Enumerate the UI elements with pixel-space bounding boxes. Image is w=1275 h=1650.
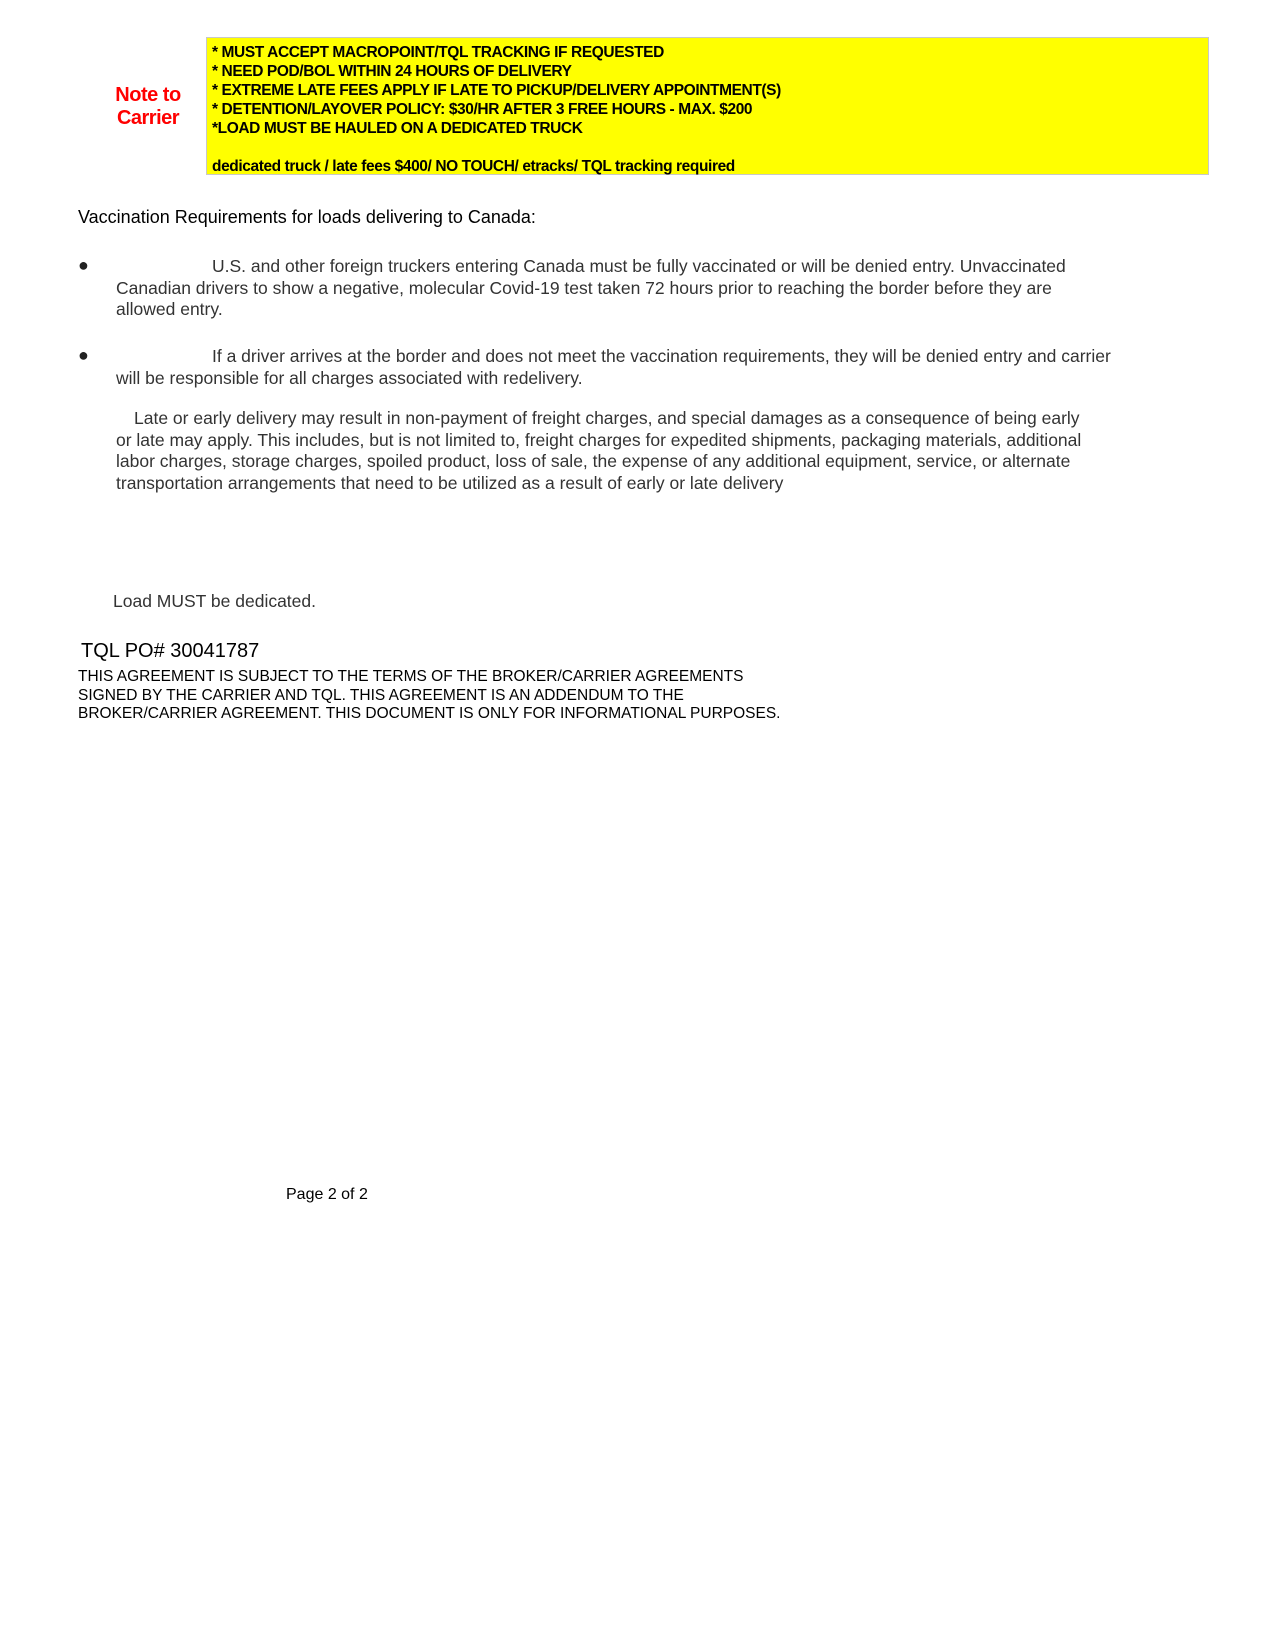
note-spacer (212, 138, 1208, 157)
note-label-line1: Note to (115, 84, 181, 106)
vaccination-bullet-2 (116, 346, 1116, 389)
note-label-line2: Carrier (116, 107, 180, 129)
page-number: Page 2 of 2 (286, 1186, 368, 1203)
note-line-pod: * NEED POD/BOL WITHIN 24 HOURS OF DELIVERY (212, 63, 572, 80)
bullet-2-first-line: If a driver arrives at the border and does not meet the vaccination requirements, they will be denied entry (212, 346, 1023, 366)
bullet-1-first-line: U.S. and other foreign truckers entering Canada must be fully vaccinated or will be denied entry. (212, 256, 955, 276)
carrier-note-box (206, 37, 1209, 175)
note-line-extra: dedicated truck / late fees $400/ NO TOUCH/ etracks/ TQL tracking required (212, 158, 735, 175)
late-delivery-paragraph: Late or early delivery may result in non-payment of freight charges, and special damages as a consequence of being early or late may apply. This includes, but is not limited to, freight charges for expedited shipments, packaging materials, additional labor charges, storage charges, spoiled product, loss of sale, the expense of any additional equipment, service, or alternate transportation arrangements that need to be utilized as a result of early or late delivery (116, 408, 1082, 493)
vaccination-heading: Vaccination Requirements for loads delivering to Canada: (78, 207, 536, 227)
dedicated-note: Load MUST be dedicated. (113, 591, 317, 611)
note-line-late-fees: * EXTREME LATE FEES APPLY IF LATE TO PICKUP/DELIVERY APPOINTMENT(S) (212, 82, 781, 99)
note-line-dedicated: *LOAD MUST BE HAULED ON A DEDICATED TRUCK (212, 120, 583, 137)
bullet-dot-icon: ● (78, 345, 89, 365)
note-line-detention: * DETENTION/LAYOVER POLICY: $30/HR AFTER 3 FREE HOURS - MAX. $200 (212, 101, 753, 118)
bullet-1-rest: Unvaccinated Canadian drivers to show a negative, molecular Covid-19 test taken 72 hours prior to reaching the border before they are allowed entry. (116, 256, 1066, 319)
bullet-2-rest: and carrier will be responsible for all charges associated with redelivery. (116, 346, 1111, 388)
agreement-text: THIS AGREEMENT IS SUBJECT TO THE TERMS OF THE BROKER/CARRIER AGREEMENTS SIGNED BY THE CARRIER AND TQL. THIS AGREEMENT IS AN ADDENDUM TO THE BROKER/CARRIER AGREEMENT. THIS DOCUMENT IS ONLY FOR INFORMATIONAL PURPOSES. (78, 668, 781, 722)
note-line-tracking: * MUST ACCEPT MACROPOINT/TQL TRACKING IF REQUESTED (212, 44, 664, 61)
note-to-carrier-label (88, 84, 208, 130)
bullet-dot-icon: ● (78, 255, 89, 275)
po-number: TQL PO# 30041787 (81, 640, 260, 662)
vaccination-bullet-1 (116, 256, 1096, 321)
